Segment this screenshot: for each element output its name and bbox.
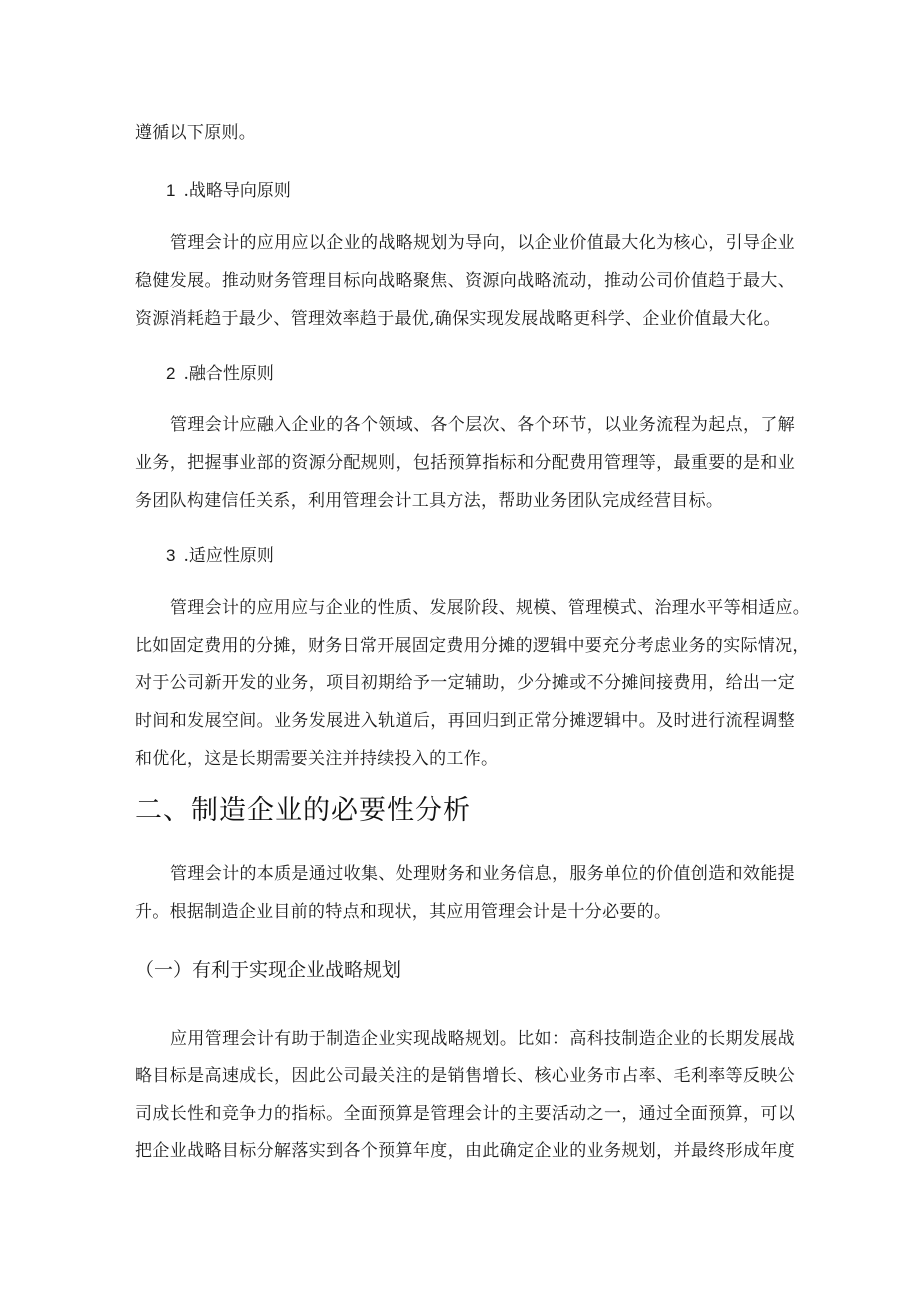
principle-2-title: .融合性原则 bbox=[183, 364, 274, 384]
paragraph-line: 司成长性和竞争力的指标。全面预算是管理会计的主要活动之一，通过全面预算，可以 bbox=[135, 1104, 795, 1124]
principle-1-heading bbox=[166, 181, 291, 201]
section-heading: 二、制造企业的必要性分析 bbox=[135, 795, 471, 826]
paragraph-line: 略目标是高速成长，因此公司最关注的是销售增长、核心业务市占率、毛利率等反映公 bbox=[135, 1066, 795, 1086]
paragraph-line: 业务，把握事业部的资源分配规则，包括预算指标和分配费用管理等，最重要的是和业 bbox=[135, 453, 795, 473]
paragraph-line: 升。根据制造企业目前的特点和现状，其应用管理会计是十分必要的。 bbox=[135, 902, 672, 922]
paragraph-line: 管理会计的应用应以企业的战略规划为导向，以企业价值最大化为核心，引导企业 bbox=[170, 233, 795, 253]
paragraph-line: 资源消耗趋于最少、管理效率趋于最优,确保实现发展战略更科学、企业价值最大化。 bbox=[135, 309, 781, 329]
principle-1-number: 1 bbox=[166, 181, 176, 200]
paragraph-line: 务团队构建信任关系，利用管理会计工具方法，帮助业务团队完成经营目标。 bbox=[135, 491, 724, 511]
paragraph-line: 管理会计的应用应与企业的性质、发展阶段、规模、管理模式、治理水平等相适应。 bbox=[170, 598, 811, 618]
paragraph-line: 管理会计的本质是通过收集、处理财务和业务信息，服务单位的价值创造和效能提 bbox=[170, 864, 795, 884]
principle-1-title: .战略导向原则 bbox=[183, 181, 291, 201]
principle-3-number: 3 bbox=[166, 546, 176, 565]
paragraph-line: 时间和发展空间。业务发展进入轨道后，再回归到正常分摊逻辑中。及时进行流程调整 bbox=[135, 711, 795, 731]
paragraph-line: 把企业战略目标分解落实到各个预算年度，由此确定企业的业务规划，并最终形成年度 bbox=[135, 1141, 795, 1161]
paragraph-line: 管理会计应融入企业的各个领域、各个层次、各个环节，以业务流程为起点，了解 bbox=[170, 415, 795, 435]
principle-3-heading bbox=[166, 546, 274, 566]
intro-line: 遵循以下原则。 bbox=[135, 123, 257, 143]
paragraph-line: 稳健发展。推动财务管理目标向战略聚焦、资源向战略流动，推动公司价值趋于最大、 bbox=[135, 271, 795, 291]
paragraph-line: 比如固定费用的分摊，财务日常开展固定费用分摊的逻辑中要充分考虑业务的实际情况， bbox=[135, 636, 810, 656]
paragraph-line: 应用管理会计有助于制造企业实现战略规划。比如：高科技制造企业的长期发展战 bbox=[170, 1029, 795, 1049]
paragraph-line: 对于公司新开发的业务，项目初期给予一定辅助，少分摊或不分摊间接费用，给出一定 bbox=[135, 673, 795, 693]
principle-2-number: 2 bbox=[166, 364, 176, 383]
principle-3-title: .适应性原则 bbox=[183, 546, 274, 566]
paragraph-line: 和优化，这是长期需要关注并持续投入的工作。 bbox=[135, 749, 499, 769]
subsection-heading: （一）有利于实现企业战略规划 bbox=[135, 959, 402, 981]
principle-2-heading bbox=[166, 364, 274, 384]
